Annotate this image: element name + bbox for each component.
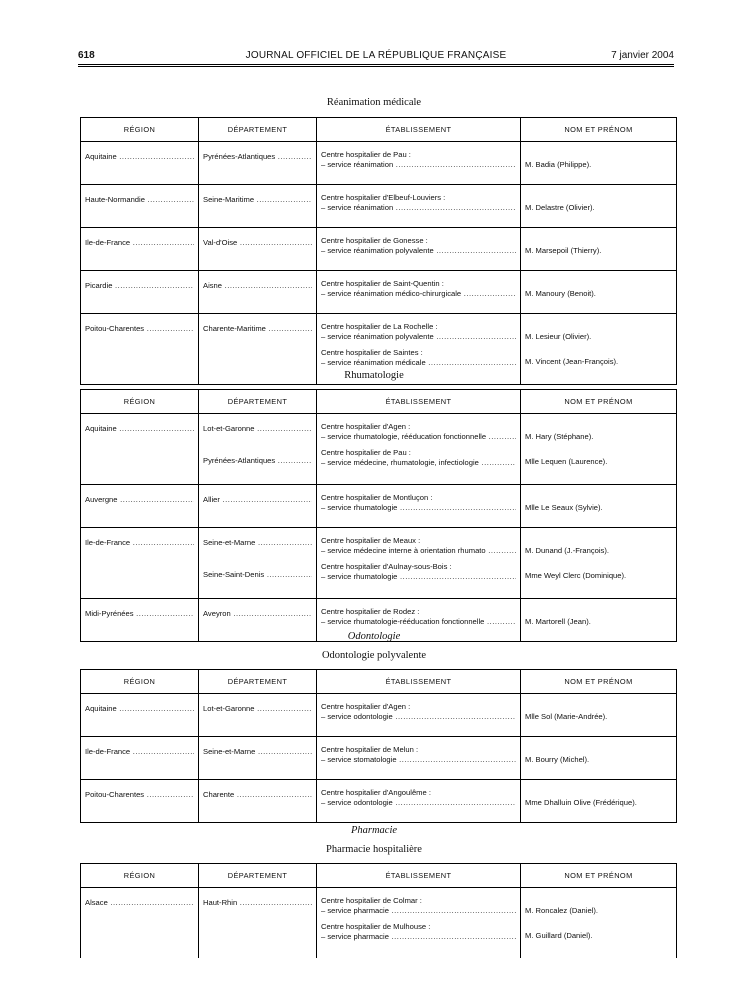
column-header: ÉTABLISSEMENT (317, 390, 521, 414)
name-cell (521, 780, 677, 823)
establishment-entry (321, 322, 516, 342)
column-header: ÉTABLISSEMENT (317, 118, 521, 142)
establishment-entry (321, 896, 516, 916)
establishment-entry (321, 536, 516, 556)
establishment-name: Centre hospitalier d'Agen : (321, 702, 411, 711)
table-row (81, 485, 677, 528)
service-name: – service odontologie ..... (321, 712, 516, 722)
table-row (81, 142, 677, 185)
region-name: Auvergne ..... (85, 495, 194, 504)
department-cell (199, 485, 317, 528)
column-header: NOM ET PRÉNOM (521, 670, 677, 694)
department-name: Lot-et-Garonne ..... (203, 704, 312, 728)
region-cell (81, 528, 199, 599)
title-odontologie: Odontologie polyvalente (321, 650, 427, 661)
person-name: M. Vincent (Jean-François). (525, 357, 619, 366)
table-odontologie (80, 669, 677, 823)
table-header-row (81, 670, 677, 694)
name-cell (521, 528, 677, 599)
establishment-name: Centre hospitalier d'Elbeuf-Louviers : (321, 193, 446, 202)
service-name: – service médecine, rhumatologie, infectiologie ..... (321, 458, 516, 468)
department-cell (199, 528, 317, 599)
department-cell (199, 780, 317, 823)
column-header: NOM ET PRÉNOM (521, 390, 677, 414)
establishment-entry (321, 702, 516, 722)
region-cell (81, 694, 199, 737)
department-name: Aisne ..... (203, 281, 312, 305)
region-name: Picardie ..... (85, 281, 194, 290)
publication-date: 7 janvier 2004 (611, 50, 674, 61)
establishment-entry (321, 422, 516, 442)
region-cell (81, 142, 199, 185)
region-name: Ile-de-France ..... (85, 538, 194, 547)
department-name: Charente ..... (203, 790, 312, 814)
table-row (81, 528, 677, 599)
person-name: Mlle Le Seaux (Sylvie). (525, 503, 603, 512)
establishment-entry (321, 493, 516, 513)
column-header: RÉGION (81, 864, 199, 888)
table-row (81, 271, 677, 314)
column-header: DÉPARTEMENT (199, 118, 317, 142)
region-name: Poitou-Charentes ..... (85, 790, 194, 799)
establishment-entry (321, 448, 516, 468)
column-header: DÉPARTEMENT (199, 864, 317, 888)
department-cell (199, 737, 317, 780)
establishment-entry (321, 348, 516, 368)
journal-title: JOURNAL OFFICIEL DE LA RÉPUBLIQUE FRANÇAISE (245, 50, 507, 61)
person-name: M. Manoury (Benoit). (525, 289, 596, 298)
service-name: – service réanimation ..... (321, 203, 516, 213)
region-name: Aquitaine ..... (85, 424, 194, 433)
department-name: Pyrénées-Atlantiques ..... (203, 456, 312, 476)
region-name: Ile-de-France ..... (85, 238, 194, 247)
page-header (78, 48, 674, 65)
department-name: Seine-Saint-Denis ..... (203, 570, 312, 590)
table-row (81, 694, 677, 737)
establishment-name: Centre hospitalier de Saint-Quentin : (321, 279, 444, 288)
person-name: M. Bourry (Michel). (525, 755, 590, 764)
establishment-name: Centre hospitalier de Mulhouse : (321, 922, 431, 931)
person-name: M. Hary (Stéphane). (525, 432, 594, 441)
establishment-name: Centre hospitalier de Rodez : (321, 607, 420, 616)
region-cell (81, 780, 199, 823)
name-cell (521, 737, 677, 780)
establishment-cell (317, 528, 521, 599)
establishment-cell (317, 142, 521, 185)
table-row (81, 228, 677, 271)
establishment-name: Centre hospitalier de Saintes : (321, 348, 423, 357)
service-name: – service pharmacie ..... (321, 906, 516, 916)
department-name: Seine-Maritime ..... (203, 195, 312, 219)
service-name: – service réanimation ..... (321, 160, 516, 170)
person-name: Mme Dhalluin Olive (Frédérique). (525, 798, 637, 807)
person-name: M. Delastre (Olivier). (525, 203, 595, 212)
column-header: NOM ET PRÉNOM (521, 864, 677, 888)
establishment-entry (321, 607, 516, 627)
name-cell (521, 414, 677, 485)
person-name: Mlle Sol (Marie-Andrée). (525, 712, 608, 721)
region-cell (81, 888, 199, 959)
person-name: M. Dunand (J.-François). (525, 546, 609, 555)
service-name: – service réanimation médico-chirurgicale ..... (321, 289, 516, 299)
table-reanimation (80, 117, 677, 385)
region-name: Haute-Normandie ..... (85, 195, 194, 204)
department-cell (199, 185, 317, 228)
establishment-cell (317, 271, 521, 314)
region-name: Ile-de-France ..... (85, 747, 194, 756)
table-header-row (81, 118, 677, 142)
name-cell (521, 142, 677, 185)
establishment-entry (321, 562, 516, 582)
region-cell (81, 414, 199, 485)
establishment-cell (317, 888, 521, 959)
column-header: RÉGION (81, 670, 199, 694)
table-row (81, 414, 677, 485)
table-row (81, 888, 677, 959)
service-name: – service pharmacie ..... (321, 932, 516, 942)
table-header-row (81, 864, 677, 888)
name-cell (521, 228, 677, 271)
establishment-name: Centre hospitalier de Melun : (321, 745, 419, 754)
table-pharmacie (80, 863, 677, 958)
person-name: M. Lesieur (Olivier). (525, 332, 592, 341)
establishment-cell (317, 414, 521, 485)
region-cell (81, 271, 199, 314)
section-pharmacie: Pharmacie (350, 825, 398, 836)
person-name: M. Badia (Philippe). (525, 160, 592, 169)
establishment-name: Centre hospitalier de Pau : (321, 150, 411, 159)
establishment-name: Centre hospitalier de Gonesse : (321, 236, 428, 245)
department-name: Seine-et-Marne ..... (203, 747, 312, 771)
establishment-cell (317, 185, 521, 228)
title-rhumatologie: Rhumatologie (344, 370, 404, 381)
establishment-cell (317, 228, 521, 271)
page-number: 618 (78, 50, 95, 61)
name-cell (521, 694, 677, 737)
service-name: – service réanimation polyvalente ..... (321, 246, 516, 256)
column-header: RÉGION (81, 390, 199, 414)
service-name: – service rhumatologie ..... (321, 572, 516, 582)
name-cell (521, 271, 677, 314)
department-name (203, 930, 312, 950)
service-name: – service réanimation polyvalente ..... (321, 332, 516, 342)
establishment-name: Centre hospitalier de Colmar : (321, 896, 422, 905)
department-name: Haut-Rhin ..... (203, 898, 312, 922)
column-header: DÉPARTEMENT (199, 390, 317, 414)
table-row (81, 737, 677, 780)
service-name: – service réanimation médicale ..... (321, 358, 516, 368)
establishment-name: Centre hospitalier de Montluçon : (321, 493, 433, 502)
department-name: Pyrénées-Atlantiques ..... (203, 152, 312, 176)
department-cell (199, 228, 317, 271)
establishment-entry (321, 193, 516, 213)
department-cell (199, 694, 317, 737)
department-cell (199, 271, 317, 314)
region-name: Aquitaine ..... (85, 704, 194, 713)
establishment-name: Centre hospitalier de Pau : (321, 448, 411, 457)
region-cell (81, 185, 199, 228)
department-cell (199, 142, 317, 185)
person-name: Mme Weyl Clerc (Dominique). (525, 571, 627, 580)
region-cell (81, 228, 199, 271)
table-rhumatologie (80, 389, 677, 642)
service-name: – service rhumatologie-rééducation fonctionnelle ..... (321, 617, 516, 627)
table-header-row (81, 390, 677, 414)
establishment-cell (317, 737, 521, 780)
header-rule (78, 66, 674, 67)
person-name: M. Roncalez (Daniel). (525, 906, 599, 915)
establishment-name: Centre hospitalier d'Agen : (321, 422, 411, 431)
column-header: ÉTABLISSEMENT (317, 670, 521, 694)
establishment-entry (321, 236, 516, 256)
column-header: NOM ET PRÉNOM (521, 118, 677, 142)
name-cell (521, 185, 677, 228)
service-name: – service odontologie ..... (321, 798, 516, 808)
establishment-entry (321, 150, 516, 170)
establishment-name: Centre hospitalier de Meaux : (321, 536, 421, 545)
department-name: Aveyron ..... (203, 609, 312, 633)
person-name: Mlle Lequen (Laurence). (525, 457, 608, 466)
column-header: RÉGION (81, 118, 199, 142)
region-name: Alsace ..... (85, 898, 194, 907)
service-name: – service rhumatologie, rééducation fonctionnelle ..... (321, 432, 516, 442)
column-header: DÉPARTEMENT (199, 670, 317, 694)
table-row (81, 780, 677, 823)
establishment-entry (321, 788, 516, 808)
service-name: – service stomatologie ..... (321, 755, 516, 765)
establishment-entry (321, 922, 516, 942)
establishment-name: Centre hospitalier d'Angoulême : (321, 788, 431, 797)
person-name: M. Martorell (Jean). (525, 617, 591, 626)
department-name: Allier ..... (203, 495, 312, 519)
department-cell (199, 414, 317, 485)
establishment-entry (321, 279, 516, 299)
name-cell (521, 888, 677, 959)
region-name: Midi-Pyrénées ..... (85, 609, 194, 618)
title-reanimation: Réanimation médicale (326, 97, 422, 108)
department-name: Charente-Maritime ..... (203, 324, 312, 348)
table-row (81, 185, 677, 228)
region-cell (81, 737, 199, 780)
establishment-entry (321, 745, 516, 765)
region-cell (81, 485, 199, 528)
establishment-cell (317, 780, 521, 823)
service-name: – service rhumatologie ..... (321, 503, 516, 513)
title-pharmacie: Pharmacie hospitalière (326, 844, 422, 855)
name-cell (521, 485, 677, 528)
section-odontologie: Odontologie (347, 631, 401, 642)
department-name: Val-d'Oise ..... (203, 238, 312, 262)
establishment-name: Centre hospitalier de La Rochelle : (321, 322, 438, 331)
person-name: M. Guillard (Daniel). (525, 931, 593, 940)
column-header: ÉTABLISSEMENT (317, 864, 521, 888)
establishment-name: Centre hospitalier d'Aulnay-sous-Bois : (321, 562, 452, 571)
region-name: Aquitaine ..... (85, 152, 194, 161)
person-name: M. Marsepoil (Thierry). (525, 246, 602, 255)
department-name: Lot-et-Garonne ..... (203, 424, 312, 448)
region-name: Poitou-Charentes ..... (85, 324, 194, 333)
establishment-cell (317, 485, 521, 528)
establishment-cell (317, 694, 521, 737)
department-cell (199, 888, 317, 959)
service-name: – service médecine interne à orientation rhumato ..... (321, 546, 516, 556)
department-name: Seine-et-Marne ..... (203, 538, 312, 562)
